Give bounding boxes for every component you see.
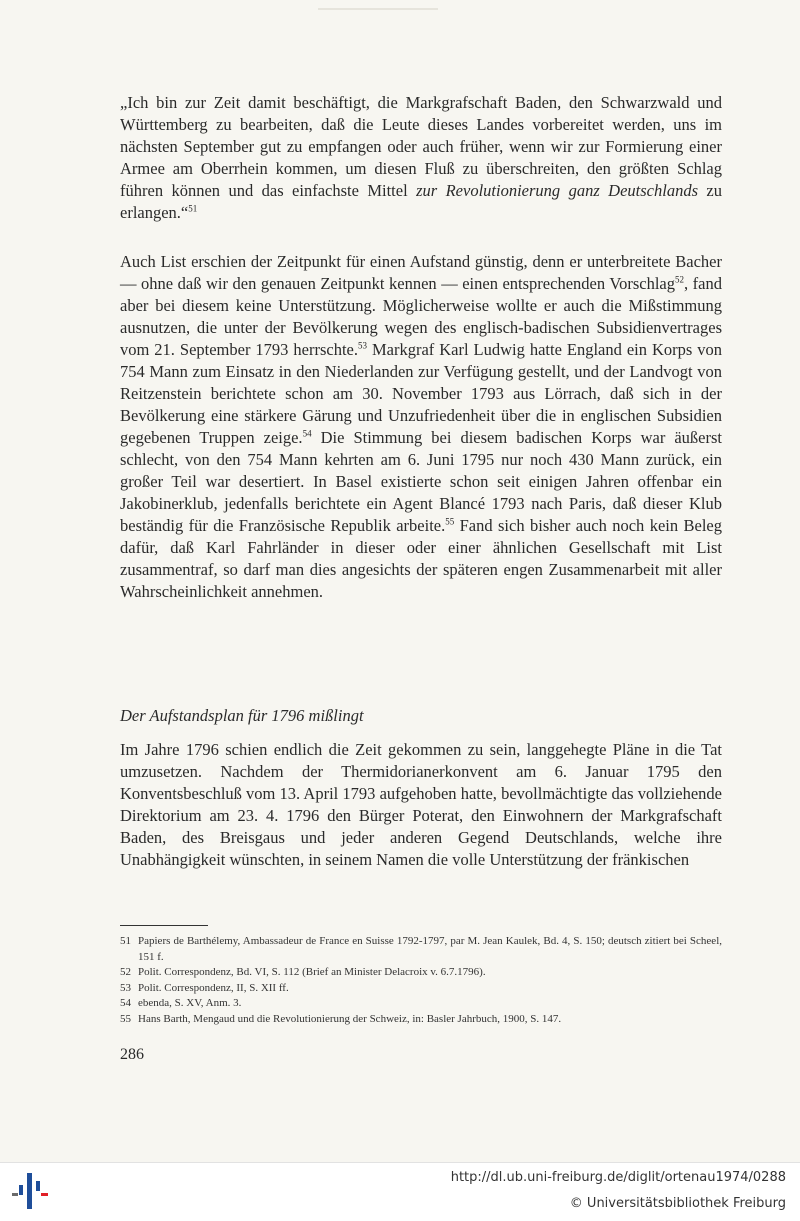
footnote-ref-53[interactable]: 53 xyxy=(358,340,367,351)
footnote-ref-52[interactable]: 52 xyxy=(675,274,685,285)
body-paragraph-3: Im Jahre 1796 schien endlich die Zeit gekommen zu sein, langgehegte Pläne in die Tat umzusetzen. Nachdem der Thermidorianerkonvent am 6. Januar 1795 den Konventsbeschluß vom 13. April 1793 aufgehoben hatte, bevollmächtigte das vollziehende Direktorium am 23. 4. 1796 den Bürger Poterat, den Einwohnern der Markgrafschaft Baden, des Breisgaus und jeder anderen Gegend Deutschlands, welche ihre Unabhängigkeit wünschten, in seinem Namen die volle Unterstützung der fränkischen xyxy=(120,740,722,869)
para2-part-e: Fand sich bisher auch noch kein Beleg dafür, daß Karl Fahrländer in dieser oder einer ähnlichen Gesellschaft mit List zusammentraf, so darf man dies angesichts der späteren engen Zusammenarbeit mit aller Wahrscheinlichkeit annehmen. xyxy=(120,516,722,601)
footnote-item xyxy=(120,996,722,1012)
body-paragraph-2 xyxy=(120,251,722,603)
footnote-number: 53 xyxy=(120,981,131,994)
source-url-link[interactable]: http://dl.ub.uni-freiburg.de/diglit/ortenau1974/0288 xyxy=(450,1170,786,1185)
quote-emphasis: zur Revolutionierung ganz Deutschlands xyxy=(416,181,698,200)
footnote-text: Polit. Correspondenz, II, S. XII ff. xyxy=(138,981,289,994)
footnote-number: 54 xyxy=(120,997,131,1009)
footnote-ref-51[interactable]: 51 xyxy=(188,203,198,214)
footnote-number: 55 xyxy=(120,1012,131,1025)
quote-text-start: „Ich bin zur Zeit damit beschäftigt, die Markgrafschaft Baden, den Schwarzwald und Württemberg zu bearbeiten, daß die Leute dieses Landes vorbereitet werden, uns im nächsten September gut zu empfangen oder auch früher, wenn wir zur Formierung einer Armee am Oberrhein kommen, um diesen Fluß zu überschreiten, den größten Schlag führen können und das einfachste Mittel xyxy=(120,93,722,200)
footnote-ref-55[interactable]: 55 xyxy=(445,516,455,527)
block-quote xyxy=(120,92,722,224)
footnotes xyxy=(120,934,722,1027)
top-bleed-mark xyxy=(318,8,438,10)
footnote-text: Polit. Correspondenz, Bd. VI, S. 112 (Brief an Minister Delacroix v. 6.7.1796). xyxy=(138,966,486,978)
footnote-text: Hans Barth, Mengaud und die Revolutionierung der Schweiz, in: Basler Jahrbuch, 1900, S. 147. xyxy=(138,1012,562,1025)
para2-part-b: , fand aber bei diesem keine Unterstützung. Möglicherweise wollte er auch die Mißstimmung ausnutzen, die unter der Bevölkerung wegen des englisch-badischen Subsidienvertrages vom 21. September 1793 herrschte. xyxy=(120,274,722,359)
para2-part-d: Die Stimmung bei diesem badischen Korps war äußerst schlecht, von den 754 Mann kehrten am 6. Juni 1795 nur noch 430 Mann zurück, ein großer Teil war desertiert. In Basel existierte schon seit einigen Jahren offenbar ein Jakobinerklub, jedenfalls berichtete ein Agent Blancé 1793 nach Paris, daß dieser Klub beständig für die Französische Republik arbeite. xyxy=(120,428,722,535)
footnote-ref-54[interactable]: 54 xyxy=(302,428,312,439)
para2-part-a: Auch List erschien der Zeitpunkt für einen Aufstand günstig, denn er unterbreitete Bacher — ohne daß wir den genauen Zeitpunkt kennen — einen entsprechenden Vorschlag xyxy=(120,252,722,293)
ub-freiburg-logo-icon[interactable] xyxy=(10,1171,50,1211)
page-number: 286 xyxy=(120,1046,144,1063)
footnote-number: 52 xyxy=(120,966,131,978)
section-heading: Der Aufstandsplan für 1796 mißlingt xyxy=(120,706,364,725)
footnote-text: Papiers de Barthélemy, Ambassadeur de France en Suisse 1792-1797, par M. Jean Kaulek, Bd. 4, S. 150; deutsch zitiert bei Scheel, 151 f. xyxy=(138,935,722,963)
para2-part-c: Markgraf Karl Ludwig hatte England ein Korps von 754 Mann zum Einsatz in den Niederlanden zur Verfügung gestellt, und der Landvogt von Reitzenstein berichtete schon am 30. November 1793 aus Lörrach, daß sich in der Bevölkerung eine stärkere Gärung und Unzufriedenheit über die in englischen Subsidien gegebenen Truppen zeige. xyxy=(120,340,723,447)
footnote-item xyxy=(120,1012,722,1028)
footnote-number: 51 xyxy=(120,935,131,947)
footnote-item xyxy=(120,981,722,997)
footnote-divider xyxy=(120,925,208,926)
footnote-text: ebenda, S. XV, Anm. 3. xyxy=(138,997,242,1009)
copyright-notice: © Universitätsbibliothek Freiburg xyxy=(569,1196,786,1211)
footnote-item xyxy=(120,934,722,965)
footnote-item xyxy=(120,965,722,981)
quote-text-end: zu erlangen.“ xyxy=(120,181,722,222)
